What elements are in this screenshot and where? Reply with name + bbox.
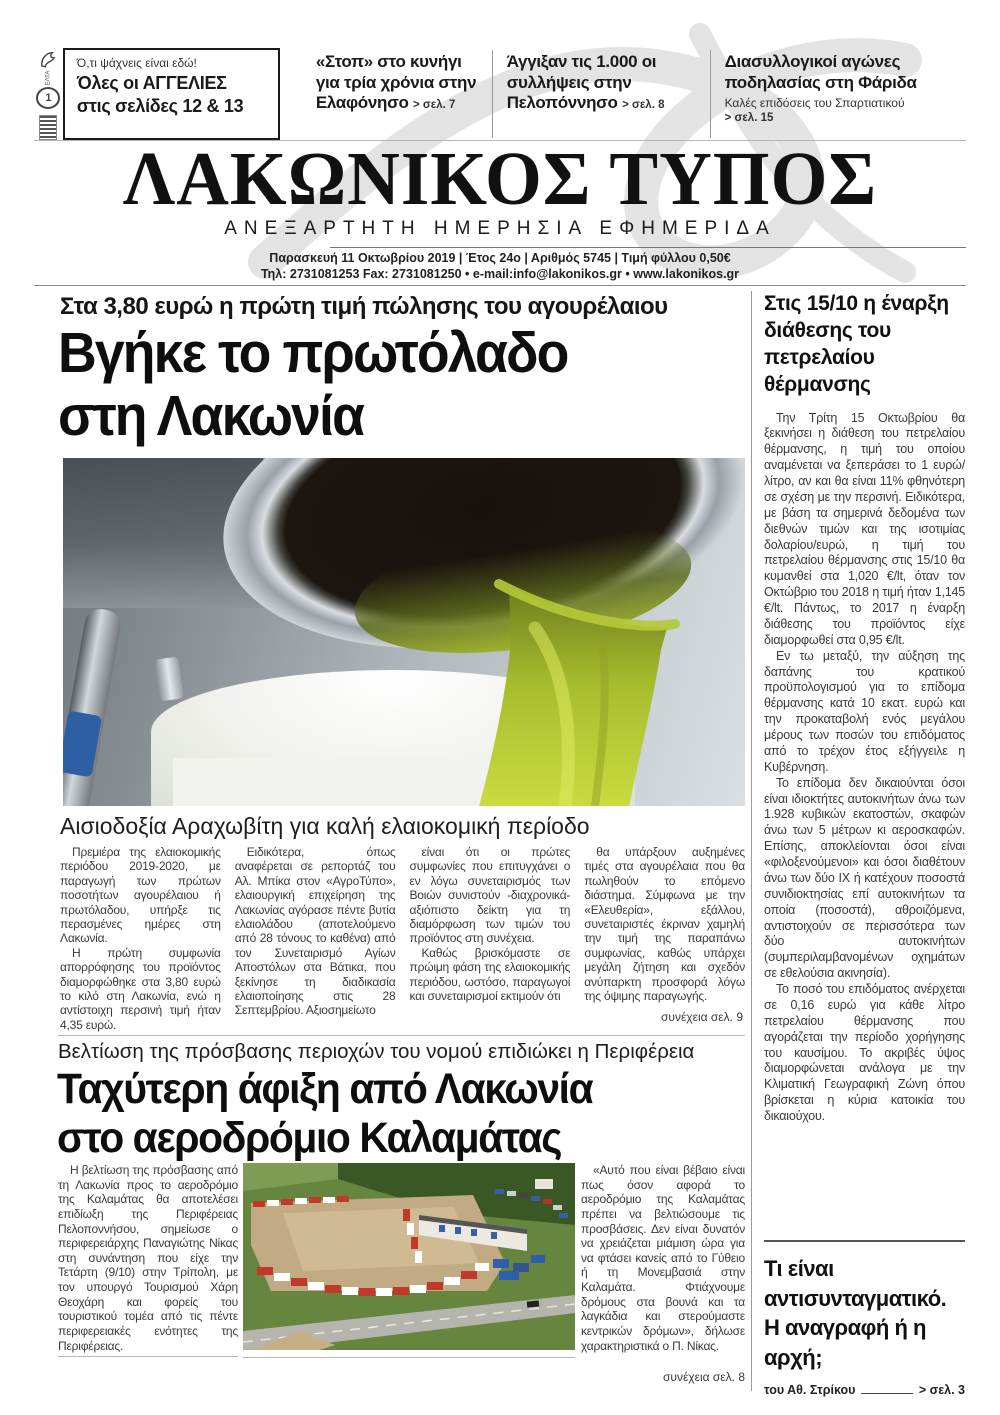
lead-body-columns bbox=[60, 845, 745, 1037]
newspaper-title: ΛΑΚΩΝΙΚΟΣ ΤΥΠΟΣ bbox=[122, 136, 878, 221]
postal-marks bbox=[34, 48, 63, 140]
teaser-title: Άγγιξαν τις 1.000 οι συλλήψεις στην Πελοπόννησο bbox=[506, 52, 657, 113]
teaser-arrests bbox=[493, 48, 710, 140]
kalamata-airport-aerial-photo bbox=[243, 1163, 575, 1350]
lead-column-2 bbox=[235, 845, 396, 1037]
paragraph: «Αυτό που είναι βέβαιο είναι πως όσον αφορά το αεροδρόμιο της Καλαμάτας πρέπει να βελτιώσουμε τις προσβάσεις. Δεν είναι δυνατόν να χρειάζεται μιάμιση ώρα για να φτάσει κανείς από το Γύθειο ή τη Μονεμβασιά στην Καλαμάτα. Φτιάχνουμε δρόμους στα βουνά και τα λαγκάδια και στερούμαστε κεντρικών δρόμων», δήλωσε χαρακτηριστικά ο Π. Νίκας. bbox=[581, 1163, 745, 1353]
lead-headline-line1: Βγήκε το πρωτόλαδο bbox=[58, 321, 568, 385]
byline-rule bbox=[861, 1393, 912, 1394]
airport-left-column bbox=[58, 1163, 238, 1355]
press-distribution-icon: 1 bbox=[36, 87, 60, 109]
paragraph: θα υπάρξουν αυξημένες τιμές στα αγουρέλαια που θα πωληθούν το επόμενο διάστημα. Σύμφωνα με την «Ελευθερία», εξάλλου, συνεταιριστές έκριναν χαμηλή την τιμή της παραπάνω συμφωνίας, καθώς υπάρχει μεγάλη ζήτηση και σχεδόν ανύπαρκτη προσφορά λόγω της όψιμης παραγωγής. bbox=[584, 845, 745, 1003]
contact-line: Τηλ: 2731081253 Fax: 2731081250 • e-mail:info@lakonikos.gr • www.lakonikos.gr bbox=[260, 267, 740, 281]
opinion-box bbox=[764, 1240, 965, 1397]
olive-oil-pouring-photo bbox=[63, 458, 745, 806]
sidebar-divider bbox=[751, 291, 752, 1391]
lead-kicker: Στα 3,80 ευρώ η πρώτη τιμή πώλησης του αγουρέλαιου bbox=[60, 293, 668, 320]
paragraph: Η πρώτη συμφωνία απορρόφησης του προϊόντος διαμορφώθηκε στα 3,80 ευρώ το κιλό στη Λακωνία, ενώ η αντίστοιχη περσινή τιμή ήταν 4,35 ευρώ. bbox=[60, 945, 221, 1032]
paragraph: Την Τρίτη 15 Οκτωβρίου θα ξεκινήσει η διάθεση του πετρελαίου θέρμανσης, η τιμή του οποίου αναμένεται να ξεπεράσει το 1 ευρώ/λίτρο, αν και θα είναι 11% φθηνότερη σε σχέση με την περσινή. Ειδικότερα, με βάση τα σημερινά δεδομένα των διεθνών τιμών και της ισοτιμίας δολαρίου/ευρώ, η τιμή του πετρελαίου θέρμανσης στις 15/10 θα κυμανθεί στα 1,020 €/lt, όταν τον Οκτώβριο του 2018 η τιμή ήταν 1,145 €/lt. Πάντως, το 2017 η έναρξη διάθεσης του προϊόντος είχε διαμορφωθεί στα 0,95 €/lt. bbox=[764, 410, 965, 647]
paragraph: Πρεμιέρα της ελαιοκομικής περιόδου 2019-2020, με παραγωγή των πρώτων ποσοτήτων αγουρέλαιου ή πρωτόλαδου, υπήρξε τις περασμένες ημέρες στη Λακωνία. bbox=[60, 845, 221, 946]
elta-label: ΕΛΤΑ bbox=[45, 71, 52, 86]
paragraph: Εν τω μεταξύ, την αύξηση της δαπάνης του κρατικού προϋπολογισμού για το επίδομα θέρμανσης κατά 10 εκατ. ευρώ και την προκαταβολή ενός μεγάλου μέρους των ποσών του επιδόματος από το τρέχον έτος εξήγγειλε η Κυβέρνηση. bbox=[764, 648, 965, 774]
photo-bottom-rule bbox=[243, 1357, 575, 1358]
header-rule bbox=[34, 285, 966, 286]
teaser-title: Διασυλλογικοί αγώνες ποδηλασίας στη Φάριδα bbox=[724, 52, 917, 92]
paragraph: είναι ότι οι πρώτες συμφωνίες που επιτυγχάνει ο εν λόγω συνεταιρισμός των Βοιών συνιστούν -διαχρονικά- αξιόπιστο δείκτη για τη διαμόρφωση των τιμών του προϊόντος στη συνέχεια. bbox=[409, 845, 571, 946]
lead-subhead: Αισιοδοξία Αραχωβίτη για καλή ελαιοκομική περίοδο bbox=[60, 813, 590, 839]
classifieds-title: Όλες οι ΑΓΓΕΛΙΕΣ bbox=[76, 73, 227, 93]
sidebar-body bbox=[764, 411, 965, 1125]
teaser-page-ref: > σελ. 15 bbox=[724, 112, 774, 125]
lead-column-4 bbox=[584, 845, 745, 1037]
lead-column-3 bbox=[410, 845, 571, 1037]
opinion-page-ref: > σελ. 3 bbox=[918, 1382, 965, 1397]
opinion-title: Τι είναι αντισυνταγματικό. Η αναγραφή ή η αρχή; bbox=[764, 1256, 947, 1371]
lead-column-1 bbox=[60, 845, 221, 1037]
airport-headline-line1: Ταχύτερη άφιξη από Λακωνία bbox=[57, 1065, 593, 1113]
lead-continuation: συνέχεια σελ. 9 bbox=[575, 1010, 743, 1024]
elta-logo-icon bbox=[38, 50, 58, 69]
dateline: Παρασκευή 11 Οκτωβρίου 2019 | Έτος 24ο | Αριθμός 5745 | Τιμή φύλλου 0,50€ bbox=[269, 251, 731, 265]
teaser-title: «Στοπ» στο κυνήγι για τρία χρόνια στην Ελαφόνησο bbox=[315, 52, 477, 113]
dateline-rule bbox=[330, 247, 966, 248]
barcode-icon bbox=[39, 115, 57, 140]
topbar bbox=[34, 48, 966, 140]
opinion-author: του Αθ. Στρίκου bbox=[764, 1382, 856, 1397]
airport-headline bbox=[57, 1065, 760, 1162]
sidebar-title: Στις 15/10 η έναρξη διάθεσης του πετρελαίου θέρμανσης bbox=[764, 292, 949, 396]
lead-headline-line2: στη Λακωνία bbox=[58, 384, 364, 449]
opinion-byline bbox=[764, 1383, 965, 1397]
airport-kicker: Βελτίωση της πρόσβασης περιοχών του νομού επιδιώκει η Περιφέρεια bbox=[58, 1040, 695, 1063]
newspaper-subtitle: ΑΝΕΞΑΡΤΗΤΗ ΗΜΕΡΗΣΙΑ ΕΦΗΜΕΡΙΔΑ bbox=[224, 218, 776, 239]
paragraph: Καθώς βρισκόμαστε σε πρώιμη φάση της ελαιοκομικής περιόδου, ωστόσο, παραγωγοί και συνεταιρισμοί εκτιμούν ότι bbox=[409, 945, 571, 1003]
classifieds-box bbox=[63, 48, 280, 140]
paragraph: Το ποσό του επιδόματος ανέρχεται σε 0,16 ευρώ για κάθε λίτρο πετρελαίου θέρμανσης που αγοράζεται την περίοδο χορήγησης του καυσίμου. Το ακριβές ύψος διαμορφώνεται ανάλογα με την Κλιματική Γεωγραφική Ζώνη όπου βρίσκεται η κύρια κατοικία του δικαιούχου. bbox=[764, 982, 965, 1123]
section-rule bbox=[58, 1035, 745, 1036]
heating-oil-story bbox=[764, 291, 965, 1125]
airport-continuation: συνέχεια σελ. 8 bbox=[583, 1370, 745, 1384]
paragraph: Ειδικότερα, όπως αναφέρεται σε ρεπορτάζ του Αλ. Μπίκα στον «ΑγροΤύπο», ελαιουργική επιχείρηση της Λακωνίας αγόρασε πέντε βυτία ελαιολάδου (αποτελούμενο από 28 τόνους το καθένα) από τον Συνεταιρισμό Αγίων Αποστόλων στα Βάτικα, που ξεκίνησε τη διαδικασία ελαιοποίησης στις 28 Σεπτεμβρίου. Αξιοσημείωτο bbox=[234, 845, 396, 1018]
oil-stream bbox=[63, 458, 745, 806]
airport-aerial-graphic bbox=[243, 1163, 575, 1350]
teaser-cycling bbox=[711, 48, 966, 140]
paragraph: Η βελτίωση της πρόσβασης από τη Λακωνία προς το αεροδρόμιο της Καλαμάτας θα αποτελέσει επιδίωξη της Περιφέρειας Πελοποννήσου, σημείωσε ο περιφερειάρχης Παναγιώτης Νίκας στη συνάντηση που είχε την Τετάρτη (9/10) στην Τρίπολη, με τον υπουργό Τουρισμού Χάρη Θεοχάρη και φορείς του τουριστικού τομέα από τις πέντε περιφερειακές ενότητες της Περιφέρειας. bbox=[58, 1163, 238, 1353]
airport-right-column bbox=[581, 1163, 745, 1367]
classifieds-tagline: Ό,τι ψάχνεις είναι εδώ! bbox=[76, 56, 197, 70]
teaser-page-ref: > σελ. 7 bbox=[413, 99, 456, 112]
teaser-elafonisos bbox=[302, 48, 492, 140]
airport-headline-line2: στο αεροδρόμιο Καλαμάτας bbox=[57, 1113, 562, 1162]
teaser-subtitle: Καλές επιδόσεις του Σπαρτιατικού > σελ. 15 bbox=[724, 96, 905, 125]
lead-headline bbox=[58, 322, 754, 449]
teaser-page-ref: > σελ. 8 bbox=[622, 99, 665, 112]
classifieds-pages: στις σελίδες 12 & 13 bbox=[76, 95, 244, 116]
left-column-rule bbox=[58, 1356, 238, 1357]
paragraph: Το επίδομα δεν δικαιούνται όσοι είναι ιδιοκτήτες αυτοκινήτων άνω των 1.928 κυβικών εκατοστών, σκαφών άνω των 5 μέτρων κι αεροσκαφών. Επίσης, αποκλείονται όσοι είναι «φιλοξενούμενοι» και όσοι διαθέτουν άνω των δύο ΙΧ ή κατέχουν ποσοστά συνιδιοκτησίας επί αυτοκινήτων τα οποία (ποσοστά), αθροιζόμενα, αντιστοιχούν σε περισσότερα των δύο αυτοκινήτων (συμπεριλαμβανομένων οχημάτων σε εθελούσια ακινησία). bbox=[764, 775, 965, 981]
